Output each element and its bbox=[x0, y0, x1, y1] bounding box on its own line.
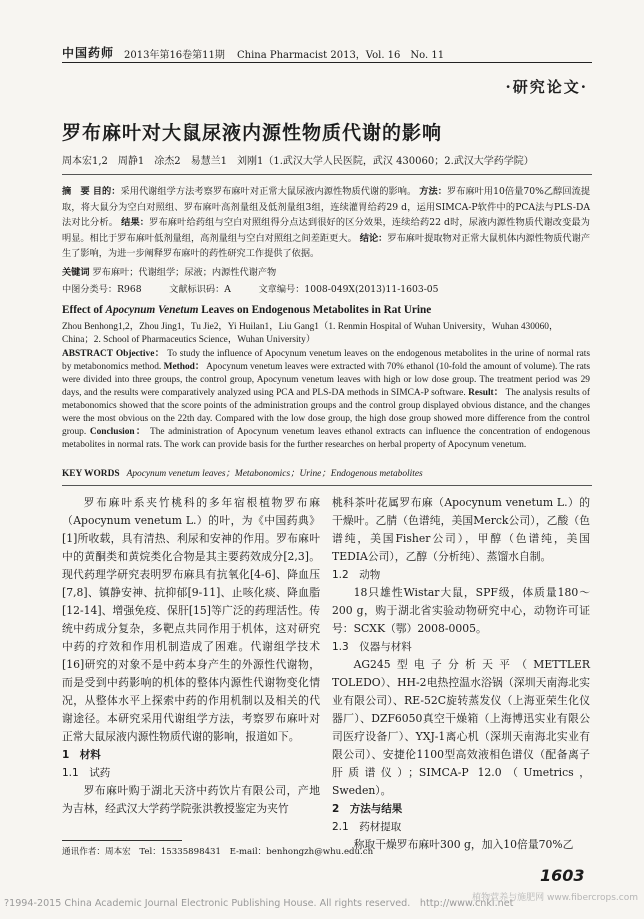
section-2-1-paragraph: 称取干燥罗布麻叶300 g，加入10倍量70%乙 bbox=[353, 838, 574, 851]
abstract-label-zh: 摘 要 bbox=[62, 186, 90, 197]
section-1-1-paragraph-end: 桃科茶叶花属罗布麻（Apocynum venetum L.）的干燥叶。乙腈（色谱纯，美国Merck公司），乙酸（色谱纯，美国Fisher公司），甲醇（色谱纯，美国TEDIA公司），乙醇（分析纯）、蒸馏水自制。 bbox=[332, 496, 590, 563]
title-en-prefix: Effect of bbox=[62, 304, 106, 316]
conclusion-label-en: Conclusion： bbox=[89, 427, 147, 437]
body-rule bbox=[62, 485, 592, 486]
objective-en: To study the influence of Apocynum venetum leaves on the endogenous metabolites in the urine of normal rats by metabonomics method. bbox=[62, 349, 590, 372]
authors-zh: 周本宏1,2 周静1 凃杰2 易慧兰1 刘刚1（1.武汉大学人民医院，武汉 430060；2.武汉大学药学院） bbox=[62, 156, 534, 167]
right-column bbox=[332, 494, 590, 854]
abstract-label-en: ABSTRACT bbox=[62, 349, 114, 359]
conclusion-en: The administration of Apocynum venetum leaves ethanol extracts can influence the concentration of endogenous metabolites in normal rats. The work can provide basis for the further researches on herbal property of Apocynum venetum. bbox=[62, 427, 590, 450]
conclusion-label-zh: 结论： bbox=[359, 232, 388, 244]
keywords-label-zh: 关键词 bbox=[62, 267, 90, 278]
classification-line: 中图分类号：R968 文献标识码：A 文章编号：1008-049X(2013)11-1603-05 bbox=[62, 284, 439, 295]
left-column bbox=[62, 494, 320, 818]
journal-name-zh: 中国药师 bbox=[62, 46, 115, 60]
objective-label-en: Objective： bbox=[115, 349, 165, 359]
result-en: The analysis results of metabonomics showed that the score points of the administration groups and the control group displayed obvious distance, and the changes were the most obvious on the 22th day. Compared with the low dose group, the high dose group showed more difference from the control group. bbox=[62, 388, 590, 437]
section-1-2-heading: 1.2 动物 bbox=[332, 569, 381, 581]
title-en-italic: Apocynum Venetum bbox=[105, 304, 199, 316]
article-title-en bbox=[62, 304, 590, 316]
abstract-zh bbox=[62, 184, 590, 262]
section-1-heading: 1 材料 bbox=[62, 749, 101, 761]
result-label-zh: 结果： bbox=[121, 217, 150, 229]
conclusion-zh: 罗布麻叶提取物对正常大鼠机体内源性物质代谢产生了影响，为进一步阐释罗布麻叶的药性研究工作提供了依据。 bbox=[62, 232, 591, 260]
title-en-suffix: Leaves on Endogenous Metabolites in Rat Urine bbox=[198, 304, 432, 316]
watermark: 植物营养与施肥网 www.fibercrops.com bbox=[472, 893, 638, 903]
objective-label-zh: 目的： bbox=[92, 186, 121, 197]
header-rule bbox=[62, 62, 592, 63]
article-title-zh: 罗布麻叶对大鼠尿液内源性物质代谢的影响 bbox=[62, 122, 443, 144]
section-2-1-heading: 2.1 药材提取 bbox=[332, 821, 402, 833]
page-number: 1603 bbox=[540, 866, 585, 885]
keywords-zh bbox=[62, 264, 590, 278]
keywords-label-en: KEY WORDS bbox=[62, 469, 120, 479]
intro-paragraph: 罗布麻叶系夹竹桃科的多年宿根植物罗布麻（Apocynum venetum L.）的叶，为《中国药典》[1]所收载，具有清热、利尿和安神的作用。罗布麻叶中的黄酮类和黄烷类化合物是其主要药效成分[2,3]。现代药理学研究表明罗布麻具有抗氧化[4-6]、降血压[7,8]、镇静安神、抗抑郁[9-11]、止咳化痰、降血脂[12-14]、增强免疫、保肝[15]等广泛的药理活性。传统中药成分复杂，多靶点共同作用于机体，这对研究中药的疗效和作用机制造成了困难。代谢组学技术[16]研究的对象不是中药本身产生的外源性代谢物，而是受到中药影响的机体的整体内源性代谢物变化情况，从整体水平上探索中药的作用机制以及相关的代谢途径。本研究采用代谢组学方法，考察罗布麻叶对正常大鼠尿液内源性物质代谢的影响，报道如下。 bbox=[62, 496, 320, 743]
section-1-3-paragraph: AG245型电子分析天平（METTLER TOLEDO）、HH-2电热控温水浴锅（深圳天南海北实业有限公司）、RE-52C旋转蒸发仪（上海亚荣生化仪器厂）、DZF6050真空干燥箱（上海博迅实业有限公司医疗设备厂）、YXJ-1离心机（深圳天南海北实业有限公司）、安捷伦1100型高效液相色谱仪（配备离子肝质谱仪）；SIMCA-P 12.0（Umetrics，Sweden）。 bbox=[332, 658, 590, 797]
corresponding-author-footnote: 通讯作者：周本宏 Tel：15335898431 E-mail：benhongzh@whu.edu.cn bbox=[62, 847, 374, 857]
copyright-line: ?1994-2015 China Academic Journal Electronic Publishing House. All rights reserved. http://www.cnki.net bbox=[4, 898, 514, 909]
journal-info-en: China Pharmacist 2013，Vol. 16 No. 11 bbox=[237, 50, 445, 61]
authors-en: Zhou Benhong1,2，Zhou Jing1，Tu Jie2，Yi Huilan1，Liu Gang1（1. Renmin Hospital of Wuhan University，Wuhan 430060，China；2. School of Pharmaceutics Science，Wuhan University） bbox=[62, 322, 559, 345]
section-label: ·研究论文· bbox=[505, 78, 588, 96]
issue-info-zh: 2013年第16卷第11期 bbox=[124, 50, 225, 61]
running-header bbox=[62, 44, 592, 62]
abstract-en bbox=[62, 348, 590, 452]
keywords-en bbox=[62, 465, 590, 479]
result-zh: 罗布麻叶给药组与空白对照组得分点达到很好的区分效果，连续给药22 d时，尿液内源性物质代谢改变最为明显。相比于罗布麻叶低剂量组，高剂量组与空白对照组之间差距更大。 bbox=[62, 217, 590, 244]
section-1-1-heading: 1.1 试药 bbox=[62, 767, 111, 779]
keywords-text-zh: 罗布麻叶；代谢组学；尿液；内源性代谢产物 bbox=[92, 267, 277, 278]
method-label-en: Method： bbox=[163, 362, 205, 372]
objective-zh: 采用代谢组学方法考察罗布麻叶对正常大鼠尿液内源性物质代谢的影响。 bbox=[120, 186, 417, 197]
keywords-text-en: Apocynum venetum leaves；Metabonomics；Urine；Endogenous metabolites bbox=[126, 469, 423, 479]
section-1-1-paragraph-start: 罗布麻叶购于湖北天济中药饮片有限公司，产地为吉林，经武汉大学药学院张洪教授鉴定为夹竹 bbox=[62, 784, 320, 815]
method-zh: 罗布麻叶用10倍量70%乙醇回流提取，将大鼠分为空白对照组、罗布麻叶高剂量组及低剂量组3组，连续灌胃给药29 d，运用SIMCA-P软件中的PCA法与PLS-DA法对比分析。 bbox=[62, 186, 591, 229]
method-en: Apocynum venetum leaves were extracted with 70% ethanol (10-fold the amount of volume). The rats were divided into three groups, the control group, Apocynum venetum leaves with high or low dose group. The treatment period was 29 days, and the results were comparatively analyzed using PCA and PLS-DA methods in SIMCA-P software. bbox=[62, 362, 591, 398]
method-label-zh: 方法： bbox=[419, 186, 447, 197]
section-1-2-paragraph: 18只雄性Wistar大鼠，SPF级，体质量180～200 g，购于湖北省实验动物研究中心，动物许可证号：SCXK（鄂）2008-0005。 bbox=[332, 586, 590, 635]
result-label-en: Result： bbox=[468, 388, 504, 398]
section-2-heading: 2 方法与结果 bbox=[332, 803, 403, 815]
section-1-3-heading: 1.3 仪器与材料 bbox=[332, 641, 412, 653]
title-rule bbox=[62, 174, 592, 175]
footnote-rule bbox=[62, 840, 182, 841]
